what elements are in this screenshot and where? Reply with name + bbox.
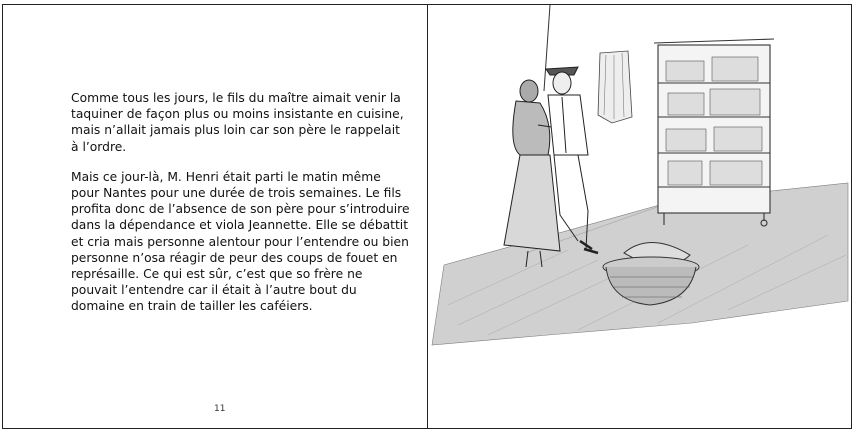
paragraph-2: Mais ce jour-là, M. Henri était parti le matin même pour Nantes pour une durée de trois semaines. Le fils profita donc de l’absence de son père pour s’introduire dans la dépendance et viola Jeannette. Elle se débattit et cria mais personne alentour pour l’entendre ou bien personne n’osa réagir de peur des coups de fouet en représaille. Ce qui est sûr, c’est que so frère ne pouvait l’entendre car il était à l’autre bout du domaine en train de tailler les caféiers. [71,169,410,314]
left-page-text [71,90,411,329]
hanging-cloth [598,51,632,123]
wall-corner-line [544,5,550,91]
paragraph-1: Comme tous les jours, le fils du maître aimait venir la taquiner de façon plus ou moins insistante en cuisine, mais n’allait jamais plus loin car son père le rappelait à l’ordre. [71,91,404,154]
pencil-sketch-illustration [428,5,851,428]
page-number: 11 [214,404,226,414]
